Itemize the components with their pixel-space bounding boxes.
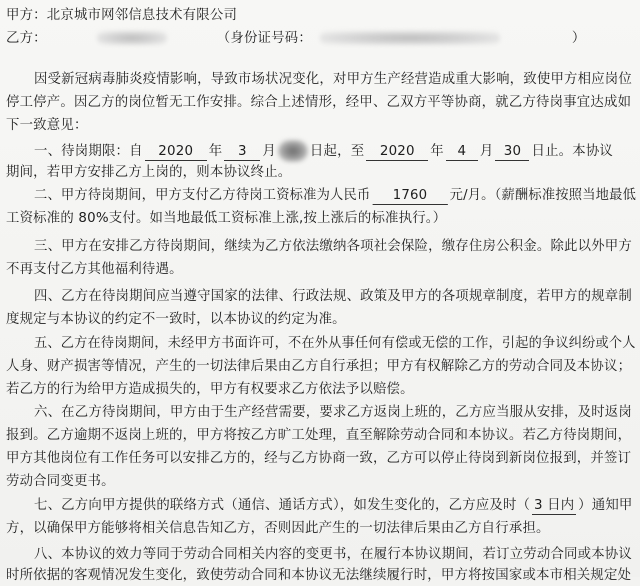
- party-b-line: [6, 29, 586, 49]
- clause-2-suffix: 元/月。（薪酬标准按照当地最低: [449, 188, 637, 203]
- clause-1-end-month: 4: [446, 143, 478, 161]
- intro-line-2: 停工停产。因乙方的岗位暂无工作安排。综合上述情形，经甲、乙双方平等协商，就乙方待岗事宜达成如: [6, 95, 632, 110]
- clause-5-line-2: 人身、财产损害等情况，产生的一切法律后果由乙方自行承担；甲方有权解除乙方的劳动合同及本协议；: [6, 359, 632, 374]
- party-b-label: 乙方：: [6, 31, 47, 46]
- clause-2-line-2: 工资标准的 80%支付。如当地最低工资标准上涨,按上涨后的标准执行。）: [6, 211, 447, 226]
- clause-1-start-day-redacted: [278, 140, 308, 162]
- clause-1-prefix: 一、待岗期限：自: [34, 144, 143, 159]
- clause-1-line-1: [34, 140, 613, 162]
- party-a-label: 甲方：: [6, 8, 47, 23]
- clause-8-line-2: 时所依据的客观情况发生变化，致使劳动合同和本协议无法继续履行时，甲方将按国家或本市相关规定处: [6, 568, 632, 583]
- clause-2-line-1: [34, 186, 636, 206]
- clause-1-start-day-suffix: 日起，至: [309, 144, 365, 159]
- intro-line-3: 下一致意见：: [6, 118, 88, 133]
- intro-line-1: 因受新冠病毒肺炎疫情影响，导致市场状况变化，对甲方生产经营造成重大影响，致使甲方相应岗位: [34, 72, 632, 87]
- clause-1-month-char-2: 月: [479, 144, 494, 159]
- clause-2-prefix: 二、甲方待岗期间，甲方支付乙方待岗工资标准为人民币: [34, 188, 371, 203]
- clause-1-start-year: 2020: [145, 143, 207, 161]
- clause-7-line-2: 方，以确保甲方能够将相关信息告知乙方，否则因此产生的一切法律后果由乙方自行承担。: [6, 521, 550, 536]
- clause-3-line-2: 不再支付乙方其他福利待遇。: [6, 262, 183, 277]
- clause-7-suffix: ）通知甲: [578, 498, 633, 513]
- clause-7-prefix: 七、乙方向甲方提供的联络方式（通信、通话方式），如发生变化的，乙方应及时（: [34, 498, 531, 513]
- party-a-line: [6, 6, 237, 26]
- party-b-id-label: （身份证号码：: [216, 31, 312, 46]
- party-b-id-redacted: [320, 31, 500, 45]
- clause-6-line-4: 劳动合同变更书。: [6, 474, 115, 489]
- clause-1-end-day: 30: [495, 143, 529, 161]
- clause-1-year-char-2: 年: [430, 144, 444, 159]
- clause-5-line-1: 五、乙方在待岗期间，未经甲方书面许可，不在外从事任何有偿或无偿的工作，引起的争议纠纷或个人: [34, 336, 636, 351]
- clause-7-days: 3 日内: [533, 498, 575, 513]
- clause-7-line-1: [34, 496, 633, 516]
- clause-2-amount: 1760: [372, 187, 447, 205]
- clause-5-line-3: 若乙方的行为给甲方造成损失的，甲方有权要求乙方依法予以赔偿。: [6, 382, 414, 397]
- clause-3-line-1: 三、甲方在安排乙方待岗期间，继续为乙方依法缴纳各项社会保险，缴存住房公积金。除此以外甲方: [34, 239, 632, 254]
- clause-8-line-1: 八、本协议的效力等同于劳动合同相关内容的变更书，在履行本协议期间，若订立劳动合同或本协议: [34, 547, 632, 562]
- clause-1-month-char: 月: [262, 144, 276, 159]
- clause-6-line-3: 甲方其他岗位有工作任务可以安排乙方的，经与乙方协商一致，乙方可以停止待岗到新岗位报到，并签订: [6, 451, 632, 466]
- clause-1-year-char: 年: [208, 144, 223, 159]
- clause-6-line-2: 报到。乙方逾期不返岗上班的，甲方将按乙方旷工处理，直至解除劳动合同和本协议。若乙方待岗期间，: [6, 428, 632, 443]
- clause-1-end-suffix: 日止。本协议: [531, 144, 614, 159]
- clause-1-line-2: 期间，若甲方安排乙方上岗的，则本协议终止。: [6, 165, 292, 180]
- clause-1-end-year: 2020: [366, 143, 428, 161]
- clause-4-line-1: 四、乙方在待岗期间应当遵守国家的法律、行政法规、政策及甲方的各项规章制度，若甲方的规章制: [34, 289, 632, 304]
- clause-6-line-1: 六、在乙方待岗期间，甲方由于生产经营需要，要求乙方返岗上班的，乙方应当服从安排，及时返岗: [34, 405, 632, 420]
- party-b-close-paren: ）: [571, 31, 586, 46]
- party-b-name-redacted: [97, 31, 167, 45]
- clause-4-line-2: 度规定与本协议的约定不一致时，以本协议的约定为准。: [6, 312, 346, 327]
- clause-1-start-month: 3: [224, 143, 260, 161]
- party-a-name: 北京城市网邻信息技术有限公司: [46, 8, 238, 23]
